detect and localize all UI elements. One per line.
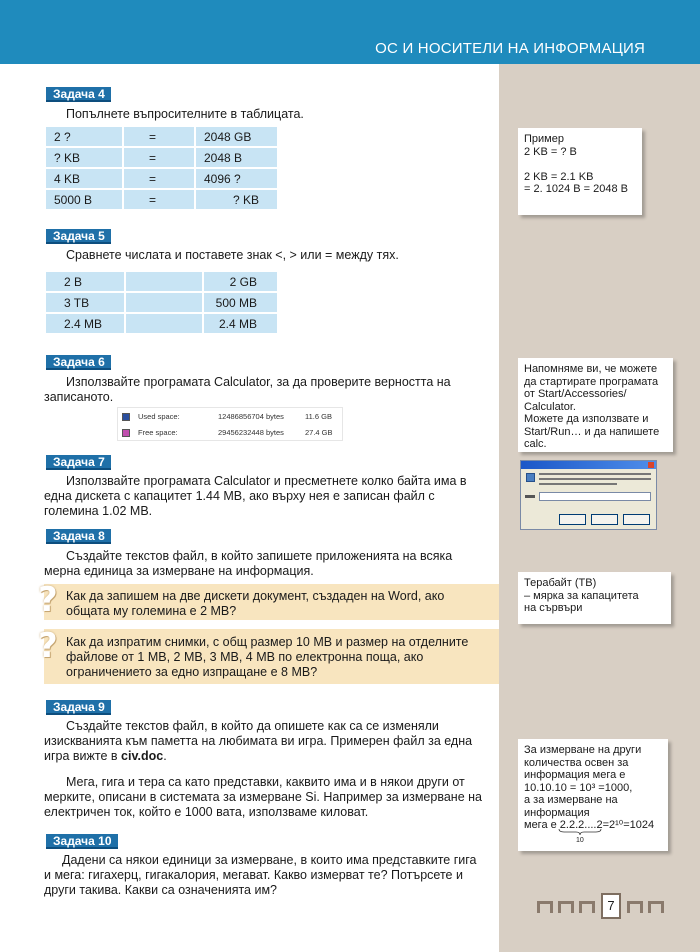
table-cell: 2048 GB <box>195 126 278 147</box>
table-cell: 5000 B <box>45 189 123 210</box>
free-space-size: 27.4 GB <box>305 428 333 437</box>
table-cell: 2048 B <box>195 147 278 168</box>
note-line: на сървъри <box>524 602 583 614</box>
dialog-description <box>539 473 651 488</box>
table-cell: 2.4 MB <box>45 313 125 334</box>
task-4-text: Попълнете въпросителните в таблицата. <box>66 107 304 121</box>
task-9-text-part: Създайте текстов файл, в който да опишете как са се изменяли изискванията към паметта на любимата ви игра. Примерен файл за една игра вижте в <box>44 719 473 763</box>
note-line: информация <box>524 806 590 819</box>
note-line: 2 KB = ? B <box>524 145 577 158</box>
table-row <box>45 168 278 189</box>
free-space-swatch <box>122 429 130 437</box>
page-number: 7 <box>601 893 621 919</box>
task-7-text: Използвайте програмата Calculator и пресметнете колко байта има в една дискета с капацитет 1.44 MB, ако върху нея е записан файл с големина 1.02 MB. <box>44 474 467 518</box>
note-line: За измерване на други <box>524 744 642 756</box>
note-line: 10.10.10 = 10³ =1000, <box>524 781 633 794</box>
note-line: calc. <box>524 438 547 450</box>
table-cell: = <box>123 189 195 210</box>
note-line: 2 KB = 2.1 KB <box>524 170 594 183</box>
task-4-badge: Задача 4 <box>46 87 111 102</box>
table-row <box>45 271 278 292</box>
mega-formula: мега е 2.2.2....2=2¹⁰=1024 <box>524 819 655 831</box>
used-space-row <box>122 411 342 423</box>
file-name: civ.doc <box>121 749 164 763</box>
task-9-text-end: . <box>163 749 167 763</box>
table-cell: 2 B <box>45 271 125 292</box>
page-ornament <box>537 901 553 913</box>
task-5-text: Сравнете числата и поставете знак <, > или = между тях. <box>66 248 399 262</box>
used-space-size: 11.6 GB <box>305 412 332 421</box>
ok-button <box>559 514 586 525</box>
table-cell: 2.4 MB <box>203 313 278 334</box>
table-row <box>45 147 278 168</box>
table-cell <box>125 292 203 313</box>
task-4-table <box>44 125 279 211</box>
note-line: – мярка за капацитета <box>524 589 639 602</box>
used-space-label: Used space: <box>138 412 180 421</box>
table-cell: 2 GB <box>203 271 278 292</box>
run-input <box>539 492 651 501</box>
task-9-text <box>44 719 484 764</box>
task-10-badge: Задача 10 <box>46 834 118 849</box>
note-line: Терабайт (TB) <box>524 577 597 589</box>
run-icon <box>526 473 535 482</box>
table-cell: 3 TB <box>45 292 125 313</box>
task-6-badge: Задача 6 <box>46 355 111 370</box>
table-cell: ? KB <box>195 189 278 210</box>
table-cell: = <box>123 147 195 168</box>
table-cell <box>125 313 203 334</box>
task-8-badge: Задача 8 <box>46 529 111 544</box>
task-5-badge: Задача 5 <box>46 229 111 244</box>
table-cell: 4 KB <box>45 168 123 189</box>
page-ornament <box>627 901 643 913</box>
table-cell: 4096 ? <box>195 168 278 189</box>
table-cell: = <box>123 168 195 189</box>
note-line <box>524 158 636 171</box>
task-8-text: Създайте текстов файл, в който запишете приложенията на всяка мерна единица за измерване на информация. <box>44 549 453 578</box>
task-5-table <box>44 270 279 335</box>
note-line: Пример <box>524 133 564 145</box>
task-6-text: Използвайте програмата Calculator, за да проверите верността на записаното. <box>44 375 451 404</box>
question-2-text: Как да изпратим снимки, с общ размер 10 MB и размер на отделните файлове от 1 MB, 2 MB, 3 MB, 4 MB по електронна поща, ако ограничението за едно изпращане е 8 MB? <box>66 635 469 679</box>
open-label-glyph <box>525 495 535 498</box>
task-9-badge: Задача 9 <box>46 700 111 715</box>
page-ornament <box>579 901 595 913</box>
task-9-paragraph-2: Мега, гига и тера са като представки, каквито има и в някои други от мерките, описани в системата за измерване Si. Например за измерване на електричен ток, който е 1000 вата, използваме киловат. <box>44 775 482 819</box>
underbrace-icon <box>558 828 602 835</box>
close-icon <box>648 462 654 468</box>
free-space-label: Free space: <box>138 428 178 437</box>
free-space-row <box>122 427 342 439</box>
terabyte-note <box>518 572 671 624</box>
table-cell: ? KB <box>45 147 123 168</box>
free-space-bytes: 29456232448 bytes <box>218 428 284 437</box>
task-7-badge: Задача 7 <box>46 455 111 470</box>
table-row <box>45 189 278 210</box>
note-line: = 2. 1024 B = 2048 B <box>524 183 628 195</box>
brace-label: 10 <box>576 837 584 844</box>
note-line: Напомняме ви, че можете <box>524 363 658 375</box>
task-10-text: Дадени са някои единици за измерване, в които има представките гига и мега: гигахерц, гигакалория, мегават. Какво измерват те? Потърсете и други такива. Какви са означенията им? <box>44 853 477 897</box>
table-cell: 500 MB <box>203 292 278 313</box>
table-row <box>45 126 278 147</box>
disk-space-screenshot <box>117 407 343 441</box>
page-header <box>0 0 700 64</box>
used-space-bytes: 12486856704 bytes <box>218 412 284 421</box>
question-1-text: Как да запишем на две дискети документ, създаден на Word, ако общата му големина е 2 MB? <box>66 589 445 618</box>
chapter-title: ОС И НОСИТЕЛИ НА ИНФОРМАЦИЯ <box>375 40 645 57</box>
note-line: да стартирате програмата <box>524 375 659 388</box>
question-mark-icon: ? <box>38 580 58 620</box>
calculator-note <box>518 358 673 452</box>
mega-note <box>518 739 668 851</box>
cancel-button <box>591 514 618 525</box>
table-row <box>45 313 278 334</box>
note-line: Можете да използвате и <box>524 413 649 425</box>
dialog-titlebar <box>521 461 656 469</box>
run-dialog-screenshot <box>520 460 657 530</box>
page-ornament <box>648 901 664 913</box>
example-note <box>518 128 642 215</box>
note-line: а за измерване на <box>524 794 618 806</box>
table-cell: 2 ? <box>45 126 123 147</box>
page-ornament <box>558 901 574 913</box>
note-line: информация мега е <box>524 769 626 781</box>
table-row <box>45 292 278 313</box>
question-mark-icon: ? <box>38 626 58 666</box>
table-cell <box>125 271 203 292</box>
browse-button <box>623 514 650 525</box>
note-line: количества освен за <box>524 756 629 769</box>
table-cell: = <box>123 126 195 147</box>
note-line: Start/Run… и да напишете <box>524 425 660 438</box>
used-space-swatch <box>122 413 130 421</box>
note-line: от Start/Accessories/ <box>524 388 627 400</box>
note-line: Calculator. <box>524 400 576 413</box>
